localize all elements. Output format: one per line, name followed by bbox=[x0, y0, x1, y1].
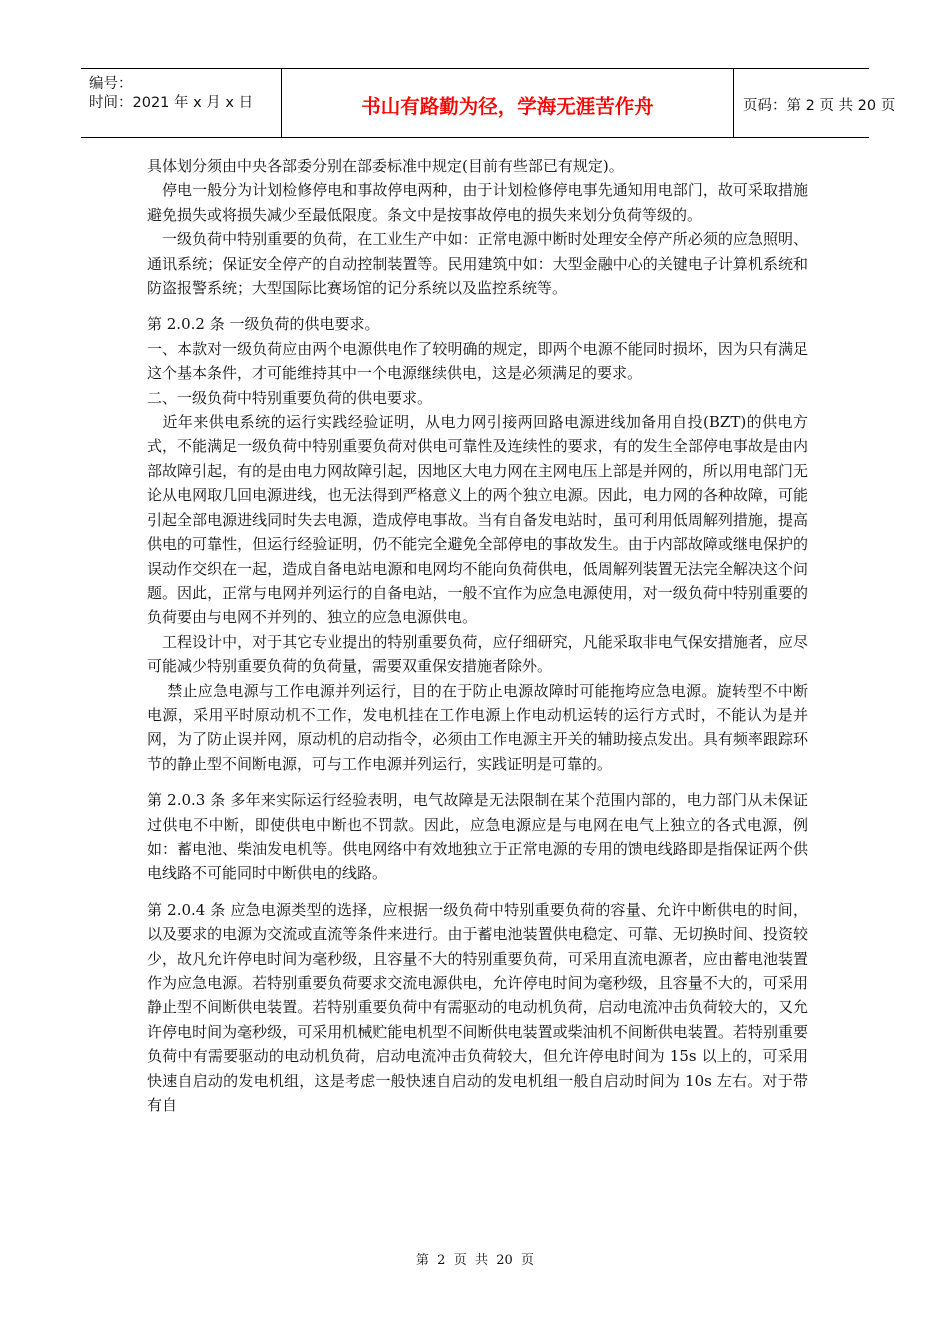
page-footer: 第 2 页 共 20 页 bbox=[415, 1253, 535, 1268]
paragraph: 一、本款对一级负荷应由两个电源供电作了较明确的规定，即两个电源不能同时损坏，因为只有满足这个基本条件，才可能维持其中一个电源继续供电，这是必须满足的要求。 bbox=[147, 339, 808, 383]
header-page-cell bbox=[733, 69, 896, 137]
paragraph: 二、一级负荷中特别重要负荷的供电要求。 bbox=[147, 388, 433, 407]
header-page-info: 页码：第 2 页 共 20 页 bbox=[743, 98, 896, 114]
clause-paragraph: 第 2.0.4 条 应急电源类型的选择，应根据一级负荷中特别重要负荷的容量、允许中断供电的时间，以及要求的电源为交流或直流等条件来进行。由于蓄电池装置供电稳定、可靠、无切换时间、投资较少，故凡允许停电时间为毫秒级，且容量不大的特别重要负荷，可采用直流电源者，应由蓄电池装置作为应急电源。若特别重要负荷要求交流电源供电，允许停电时间为毫秒级，且容量不大的，可采用静止型不间断供电装置。若特别重要负荷中有需驱动的电动机负荷，启动电流冲击负荷较大的，又允许停电时间为毫秒级，可采用机械贮能电机型不间断供电装置或柴油机不间断供电装置。若特别重要负荷中有需要驱动的电动机负荷，启动电流冲击负荷较大，但允许停电时间为 15s 以上的，可采用快速自启动的发电机组，这是考虑一般快速自启动的发电机组一般自启动时间为 10s 左右。对于带有自 bbox=[147, 900, 808, 1115]
paragraph: 近年来供电系统的运行实践经验证明，从电力网引接两回路电源进线加备用自投(BZT)的供电方式，不能满足一级负荷中特别重要负荷对供电可靠性及连续性的要求，有的发生全部停电事故是由内部故障引起，有的是由电力网故障引起，因地区大电力网在主网电压上部是并网的，所以用电部门无论从电网取几回电源进线，也无法得到严格意义上的两个独立电源。因此，电力网的各种故障，可能引起全部电源进线同时失去电源，造成停电事故。当有自备发电站时，虽可利用低周解列措施，提高供电的可靠性，但运行经验证明，仍不能完全避免全部停电的事故发生。由于内部故障或继电保护的误动作交织在一起，造成自备电站电源和电网均不能向负荷供电，低周解列装置无法完全解决这个问题。因此，正常与电网并列运行的自备电站，一般不宜作为应急电源使用，对一级负荷中特别重要的负荷要由与电网不并列的、独立的应急电源供电。 bbox=[147, 413, 808, 627]
document-date-label: 时间：2021 年 x 月 x 日 bbox=[89, 95, 254, 111]
paragraph: 禁止应急电源与工作电源并列运行，目的在于防止电源故障时可能拖垮应急电源。旋转型不中断电源，采用平时原动机不工作，发电机挂在工作电源上作电动机运转的运行方式时，不能认为是并网，为了防止误并网，原动机的启动指令，必须由工作电源主开关的辅助接点发出。具有频率跟踪环节的静止型不间断电源，可与工作电源并列运行，实践证明是可靠的。 bbox=[147, 681, 808, 773]
header-motto: 书山有路勤为径，学海无涯苦作舟 bbox=[361, 95, 654, 118]
clause-heading: 第 2.0.2 条 一级负荷的供电要求。 bbox=[147, 315, 380, 334]
paragraph: 一级负荷中特别重要的负荷，在工业生产中如：正常电源中断时处理安全停产所必须的应急照明、通讯系统；保证安全停产的自动控制装置等。民用建筑中如：大型金融中心的关键电子计算机系统和防盗报警系统；大型国际比赛场馆的记分系统以及监控系统等。 bbox=[147, 230, 808, 298]
paragraph: 具体划分须由中央各部委分别在部委标准中规定(目前有些部已有规定)。 bbox=[147, 157, 624, 175]
paragraph: 停电一般分为计划检修停电和事故停电两种，由于计划检修停电事先通知用电部门，故可采取措施避免损失或将损失减少至最低限度。条文中是按事故停电的损失来划分负荷等级的。 bbox=[147, 181, 808, 224]
paragraph: 工程设计中，对于其它专业提出的特别重要负荷，应仔细研究，凡能采取非电气保安措施者，应尽可能减少特别重要负荷的负荷量，需要双重保安措施者除外。 bbox=[147, 632, 808, 676]
clause-paragraph: 第 2.0.3 条 多年来实际运行经验表明，电气故障是无法限制在某个范围内部的，电力部门从未保证过供电不中断，即使供电中断也不罚款。因此，应急电源应是与电网在电气上独立的各式电源，例如：蓄电池、柴油发电机等。供电网络中有效地独立于正常电源的专用的馈电线路即是指保证两个供电线路不可能同时中断供电的线路。 bbox=[147, 791, 808, 883]
document-body bbox=[147, 154, 808, 1117]
page-header bbox=[81, 68, 896, 138]
header-meta-cell bbox=[81, 69, 281, 137]
document-number-label: 编号： bbox=[89, 76, 133, 92]
header-motto-cell bbox=[281, 69, 734, 137]
